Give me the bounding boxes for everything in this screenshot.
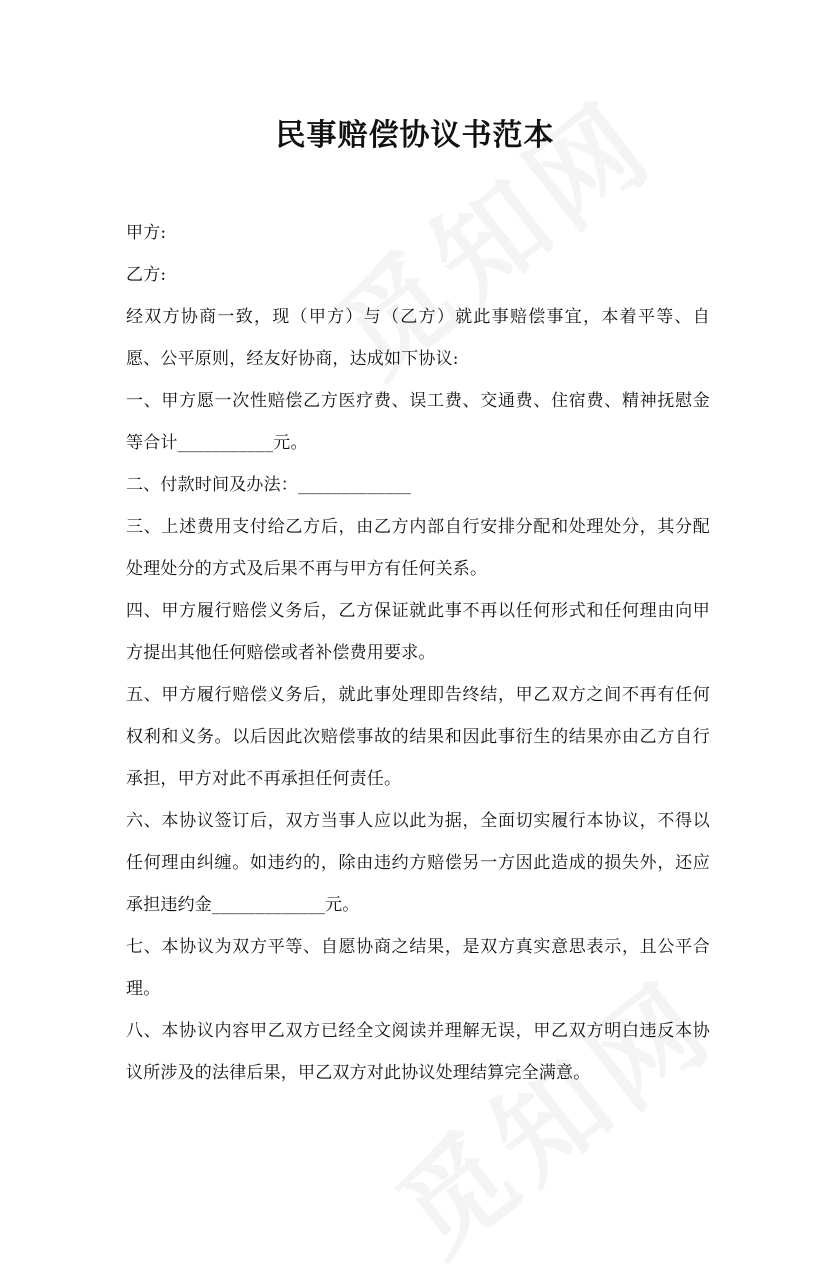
- clause-6: 六、本协议签订后，双方当事人应以此为据，全面切实履行本协议，不得以任何理由纠缠。如违约的，除由违约方赔偿另一方因此造成的损失外，还应承担违约金_____________元。: [126, 811, 710, 915]
- clause-8: 八、本协议内容甲乙双方已经全文阅读并理解无误，甲乙双方明白违反本协议所涉及的法律后果，甲乙双方对此协议处理结算完全满意。: [126, 1021, 710, 1083]
- party-b-line: 乙方:: [126, 265, 167, 285]
- clause-7: 七、本协议为双方平等、自愿协商之结果，是双方真实意思表示，且公平合理。: [126, 937, 710, 999]
- clause-5: 五、甲方履行赔偿义务后，就此事处理即告终结，甲乙双方之间不再有任何权利和义务。以后因此次赔偿事故的结果和因此事衍生的结果亦由乙方自行承担，甲方对此不再承担任何责任。: [126, 685, 710, 789]
- clause-1: 一、甲方愿一次性赔偿乙方医疗费、误工费、交通费、住宿费、精神抚慰金等合计___________元。: [126, 391, 710, 453]
- clause-2: 二、付款时间及办法：_____________: [126, 475, 412, 495]
- clause-3: 三、上述费用支付给乙方后，由乙方内部自行安排分配和处理处分，其分配处理处分的方式及后果不再与甲方有任何关系。: [126, 517, 710, 579]
- document-body: [126, 212, 710, 1094]
- clause-4: 四、甲方履行赔偿义务后，乙方保证就此事不再以任何形式和任何理由向甲方提出其他任何赔偿或者补偿费用要求。: [126, 601, 710, 663]
- preamble-paragraph: 经双方协商一致，现（甲方）与（乙方）就此事赔偿事宜，本着平等、自愿、公平原则，经友好协商，达成如下协议:: [126, 307, 710, 369]
- document-title: 民事赔偿协议书范本: [275, 118, 555, 153]
- party-a-line: 甲方:: [126, 223, 167, 243]
